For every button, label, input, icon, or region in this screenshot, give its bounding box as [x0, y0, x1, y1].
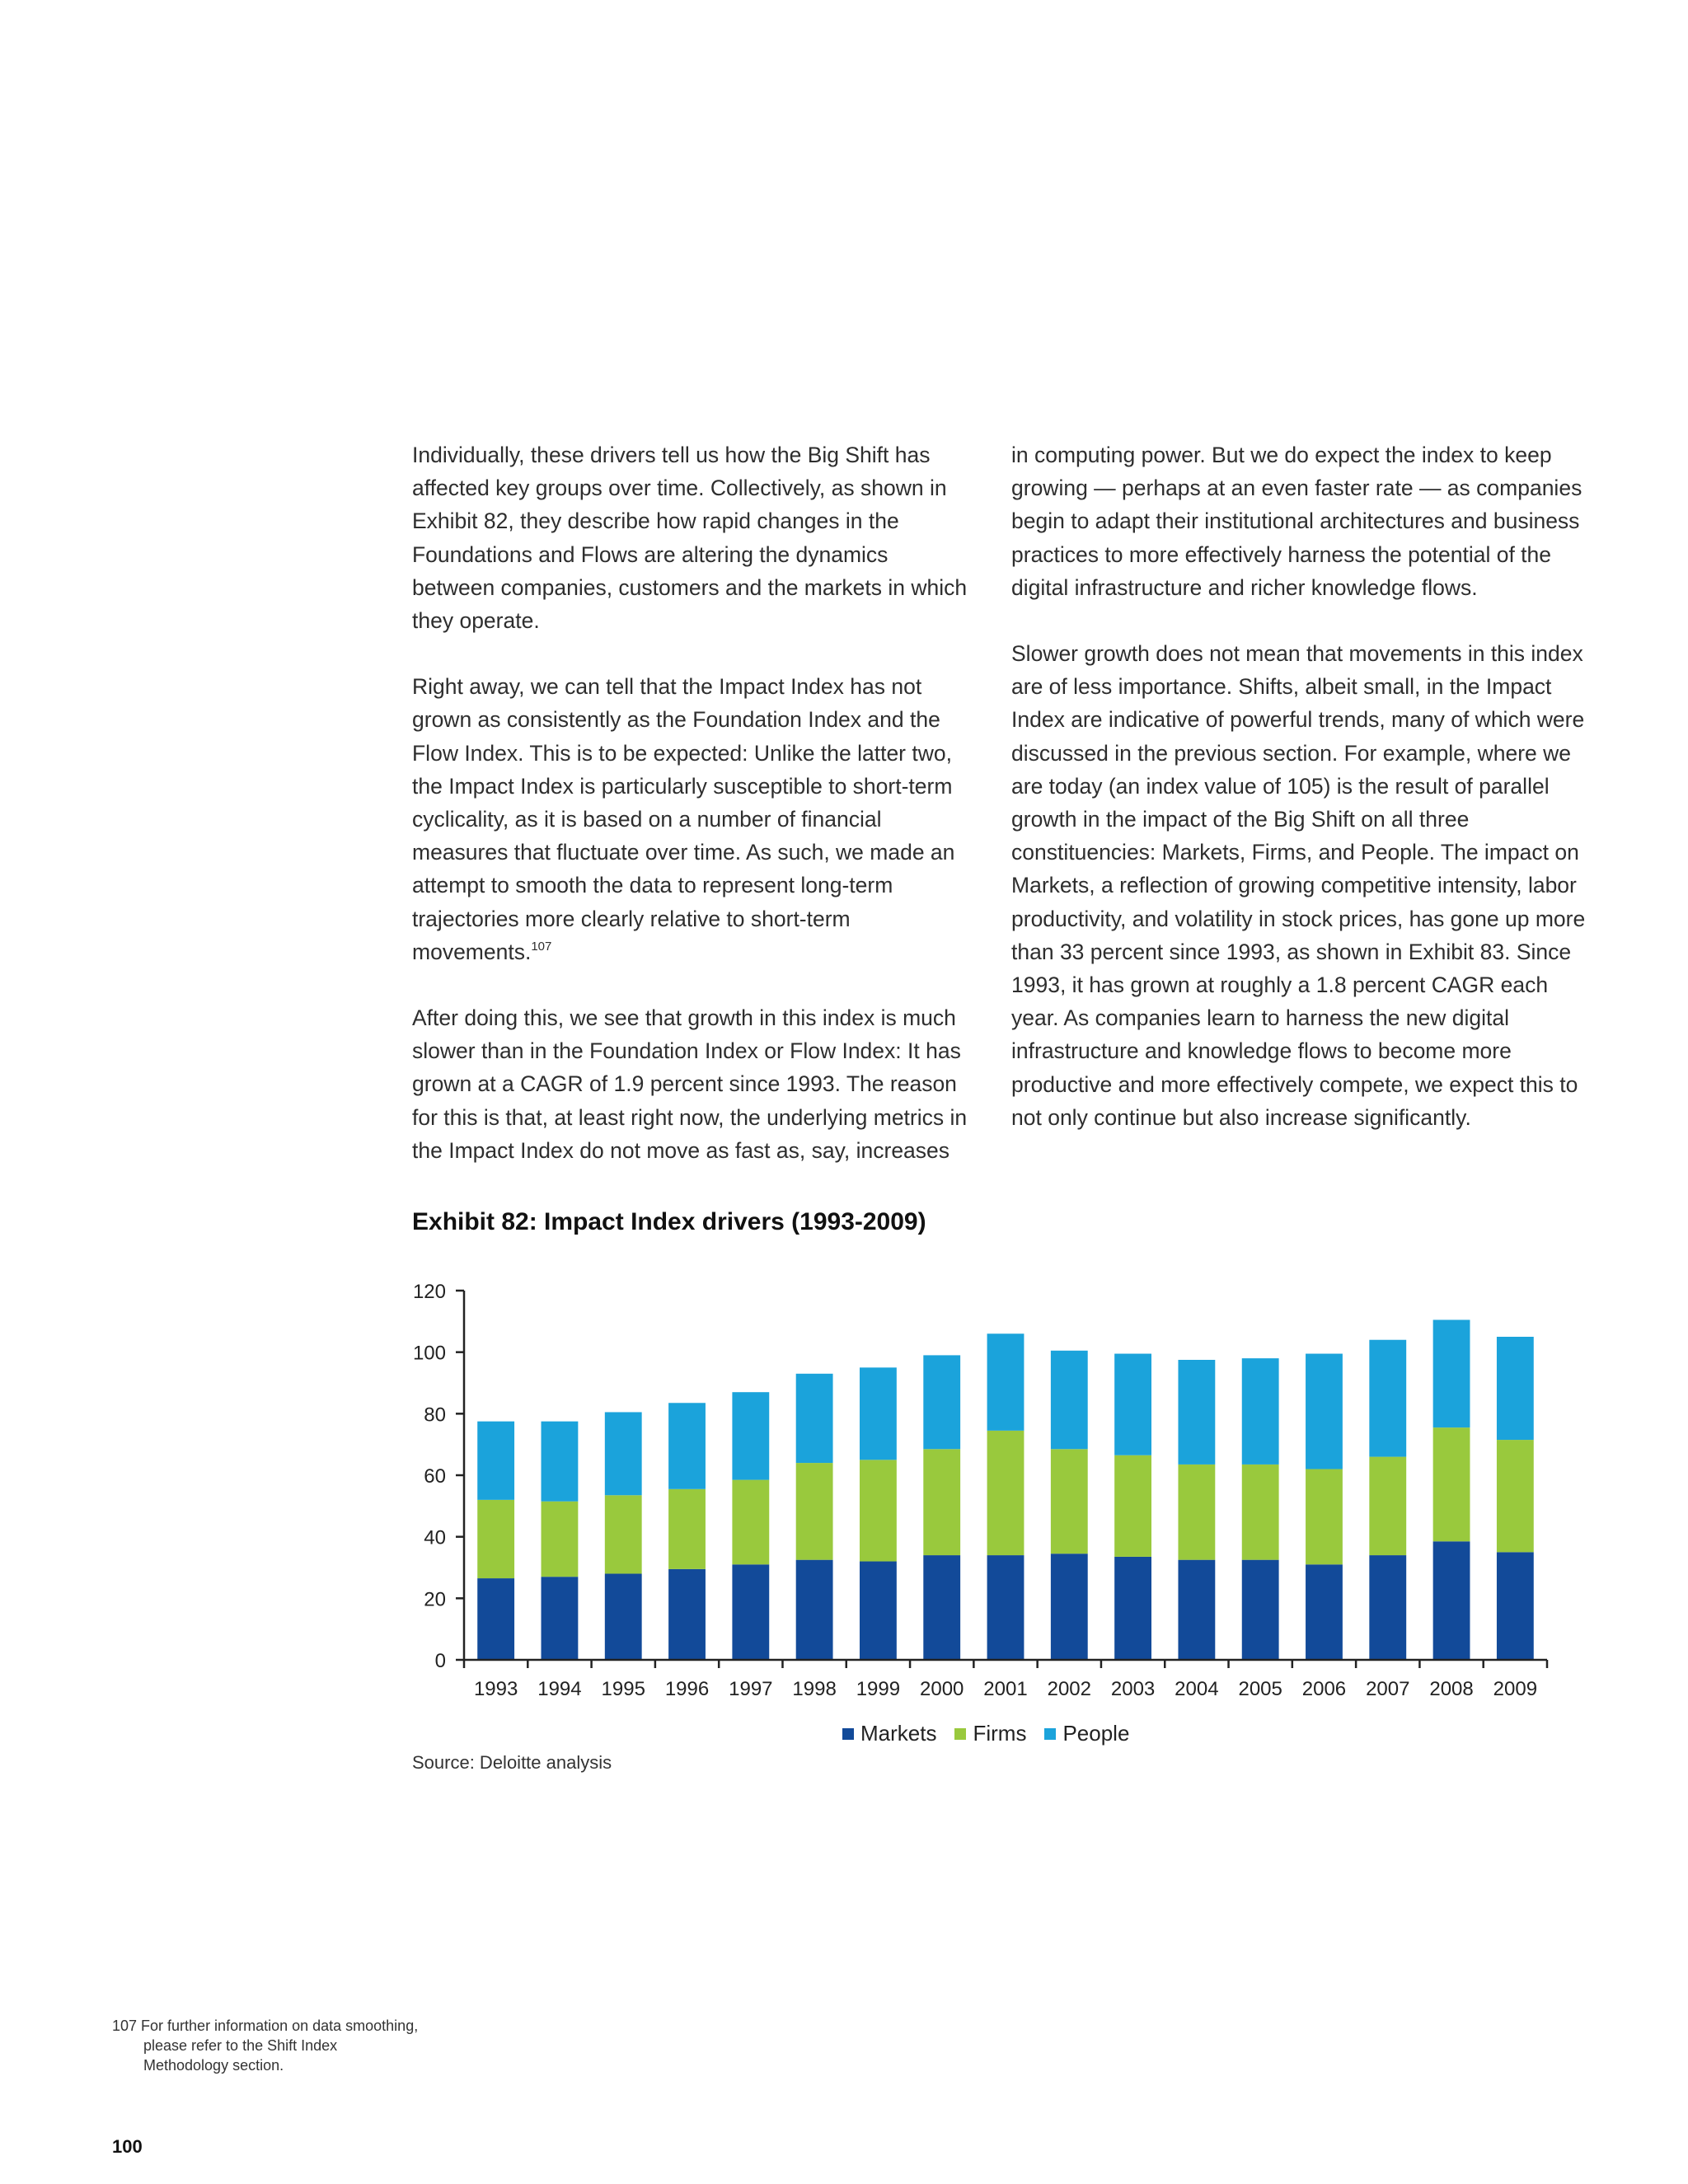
- y-tick-label: 0: [434, 1650, 446, 1672]
- bar-people-2005: [1242, 1358, 1279, 1465]
- x-tick-label: 2008: [1429, 1678, 1474, 1700]
- paragraph: After doing this, we see that growth in this index is much slower than in the Foundation Index or Flow Index: It has grown at a CAGR of 1.9 percent since 1993. The reason for this is that, at least right now, the underlying metrics in the Impact Index do not move as fast as, say, increases: [412, 1005, 968, 1163]
- bar-markets-1997: [732, 1564, 769, 1660]
- bar-firms-1994: [542, 1502, 579, 1577]
- bar-firms-2000: [923, 1449, 960, 1555]
- bar-firms-1999: [860, 1460, 897, 1561]
- legend-swatch-people: [1044, 1728, 1056, 1740]
- bar-markets-2008: [1433, 1541, 1470, 1660]
- bar-people-2002: [1051, 1351, 1088, 1449]
- x-tick-label: 2002: [1047, 1678, 1091, 1700]
- bar-people-2004: [1178, 1360, 1215, 1465]
- bar-people-2003: [1114, 1354, 1151, 1455]
- x-tick-label: 2006: [1301, 1678, 1347, 1700]
- x-tick-label: 2000: [920, 1678, 964, 1700]
- legend-swatch-firms: [954, 1728, 966, 1740]
- bar-people-1995: [605, 1412, 642, 1495]
- bar-markets-2001: [987, 1555, 1025, 1660]
- bar-markets-2004: [1178, 1560, 1215, 1660]
- left-text-column: [412, 438, 973, 1200]
- bar-people-2000: [923, 1355, 960, 1449]
- x-tick-label: 1994: [537, 1678, 582, 1700]
- chart-source: Source: Deloitte analysis: [412, 1752, 612, 1773]
- x-tick-label: 2005: [1238, 1678, 1282, 1700]
- paragraph: in computing power. But we do expect the index to keep growing — perhaps at an even faster rate — as companies begin to adapt their institutional architectures and business practices to more effectively harness the potential of the digital infrastructure and richer knowledge flows.: [1011, 443, 1582, 600]
- bar-markets-1996: [668, 1569, 706, 1660]
- y-tick-label: 100: [412, 1342, 446, 1365]
- bar-firms-1995: [605, 1495, 642, 1573]
- bar-firms-2005: [1242, 1465, 1279, 1560]
- page-number: 100: [112, 2136, 143, 2157]
- bar-markets-1998: [796, 1560, 833, 1660]
- bar-people-1993: [477, 1422, 514, 1500]
- paragraph-text: Right away, we can tell that the Impact Index has not grown as consistently as the Foundation Index and the Flow Index. This is to be expected: Unlike the latter two, the Impact Index is particularly susceptible to short-term cyclicality, as it is based on a number of financial measures that fluctuate over time. As such, we made an attempt to smooth the data to represent long-term trajectories more clearly relative to short-term movements.: [412, 674, 955, 964]
- bar-people-2006: [1306, 1354, 1343, 1469]
- bar-markets-2007: [1369, 1555, 1406, 1660]
- bar-people-2008: [1433, 1319, 1470, 1427]
- bar-firms-2006: [1306, 1469, 1343, 1565]
- bar-people-2007: [1369, 1340, 1406, 1457]
- bar-firms-2003: [1114, 1455, 1151, 1557]
- bar-markets-1993: [477, 1578, 514, 1660]
- bar-firms-2002: [1051, 1449, 1088, 1554]
- bar-markets-2005: [1242, 1560, 1279, 1660]
- legend-label-firms: Firms: [973, 1721, 1027, 1746]
- bar-firms-1998: [796, 1463, 833, 1560]
- y-tick-label: 40: [424, 1526, 446, 1549]
- footnote: 107 For further information on data smoothing, please refer to the Shift Index Methodology section.: [112, 2018, 419, 2074]
- legend-swatch-markets: [842, 1728, 854, 1740]
- bar-firms-1996: [668, 1489, 706, 1569]
- bar-markets-1999: [860, 1562, 897, 1660]
- bar-markets-2002: [1051, 1554, 1088, 1660]
- bar-markets-2000: [923, 1555, 960, 1660]
- paragraph: [412, 670, 973, 968]
- x-tick-label: 1993: [473, 1678, 518, 1700]
- x-tick-label: 1999: [856, 1678, 901, 1700]
- x-tick-label: 2004: [1175, 1678, 1219, 1700]
- legend-item-people: [1044, 1721, 1129, 1746]
- bar-markets-2009: [1497, 1552, 1534, 1660]
- x-tick-label: 1995: [601, 1678, 645, 1700]
- paragraph: Individually, these drivers tell us how the Big Shift has affected key groups over time. Collectively, as shown in Exhibit 82, they describe how rapid changes in the Foundations and Flows are altering the dynamics between companies, customers and the markets in which they operate.: [412, 443, 968, 634]
- bar-firms-2008: [1433, 1427, 1470, 1541]
- bar-people-2009: [1497, 1337, 1534, 1440]
- y-tick-label: 120: [412, 1281, 446, 1303]
- bar-markets-2006: [1306, 1564, 1343, 1660]
- bar-people-1996: [668, 1403, 706, 1489]
- y-tick-label: 80: [424, 1404, 446, 1427]
- bar-people-1999: [860, 1367, 897, 1460]
- bar-firms-2009: [1497, 1440, 1534, 1552]
- bar-firms-2004: [1178, 1465, 1215, 1560]
- x-tick-label: 2003: [1110, 1678, 1156, 1700]
- legend-label-people: People: [1062, 1721, 1130, 1746]
- bar-markets-1994: [542, 1577, 579, 1660]
- x-tick-label: 2009: [1493, 1678, 1538, 1700]
- chart-legend: [842, 1721, 1129, 1746]
- x-tick-label: 1997: [729, 1678, 773, 1700]
- bar-markets-1995: [605, 1573, 642, 1660]
- footnote-reference: 107: [531, 939, 552, 954]
- legend-label-markets: Markets: [860, 1721, 937, 1746]
- bar-people-1997: [732, 1392, 769, 1479]
- legend-item-firms: [954, 1721, 1026, 1746]
- bar-firms-1993: [477, 1500, 514, 1578]
- legend-item-markets: [842, 1721, 936, 1746]
- bar-people-1998: [796, 1374, 833, 1463]
- x-tick-label: 2001: [983, 1678, 1028, 1700]
- bar-markets-2003: [1114, 1557, 1151, 1660]
- x-tick-label: 1996: [664, 1678, 710, 1700]
- paragraph: Slower growth does not mean that movements in this index are of less importance. Shifts, albeit small, in the Impact Index are indicative of powerful trends, many of which were discussed in the previous section. For example, where we are today (an index value of 105) is the result of parallel growth in the impact of the Big Shift on all three constituencies: Markets, Firms, and People. The impact on Markets, a reflection of growing competitive intensity, labor productivity, and volatility in stock prices, has gone up more than 33 percent since 1993, as shown in Exhibit 83. Since 1993, it has grown at roughly a 1.8 percent CAGR each year. As companies learn to harness the new digital infrastructure and knowledge flows to become more productive and more effectively compete, we expect this to not only continue but also increase significantly.: [1011, 641, 1586, 1130]
- y-tick-label: 20: [424, 1588, 446, 1611]
- y-tick-label: 60: [424, 1465, 446, 1488]
- exhibit-title: Exhibit 82: Impact Index drivers (1993-2009): [412, 1208, 926, 1235]
- bar-firms-2001: [987, 1431, 1025, 1555]
- right-text-column: [1011, 438, 1588, 1167]
- bar-firms-2007: [1369, 1457, 1406, 1555]
- bar-firms-1997: [732, 1480, 769, 1565]
- bar-people-2001: [987, 1333, 1025, 1431]
- x-tick-label: 1998: [792, 1678, 837, 1700]
- bar-people-1994: [542, 1422, 579, 1502]
- x-tick-label: 2007: [1366, 1678, 1410, 1700]
